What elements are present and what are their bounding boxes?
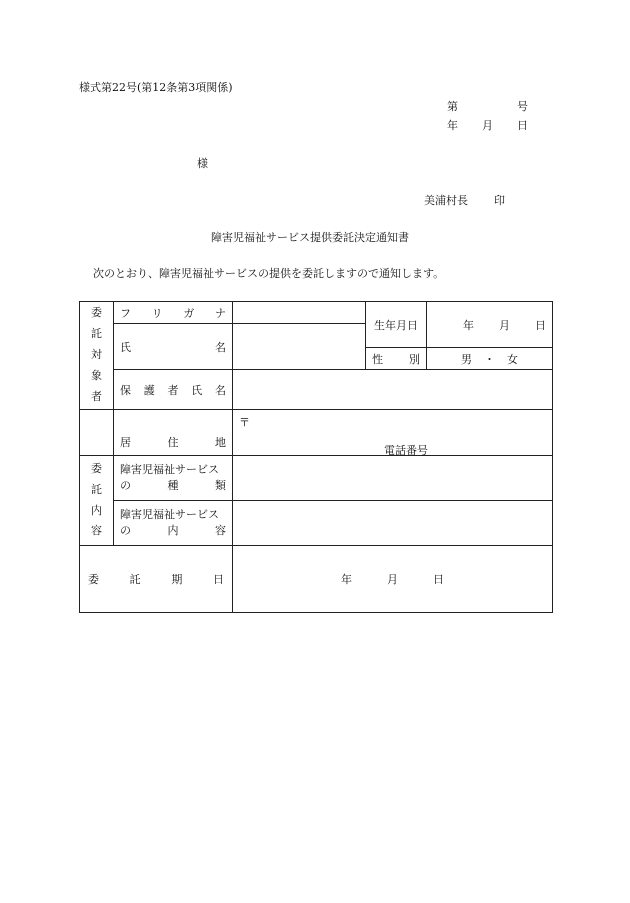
date-year: 年 (447, 119, 458, 132)
furigana-label: フ リ ガ ナ (114, 302, 233, 324)
postal-mark: 〒 (239, 416, 250, 429)
birthdate-value[interactable]: 年 月 日 (427, 302, 553, 348)
guardian-value[interactable] (233, 370, 553, 410)
intro-text: 次のとおり、障害児福祉サービスの提供を委託しますので通知します。 (93, 267, 445, 280)
group-content-label: 委 託 内 容 (80, 456, 114, 546)
period-value[interactable]: 年 月 日 (233, 546, 553, 613)
group-subject-continuation (80, 410, 114, 456)
name-label: 氏 名 (114, 324, 233, 370)
service-content-value[interactable] (233, 501, 553, 546)
sex-label: 性 別 (366, 348, 427, 370)
recipient-honorific: 様 (197, 157, 208, 170)
phone-label: 電話番号 (384, 444, 428, 457)
furigana-value[interactable] (233, 302, 366, 324)
service-content-label: 障害児福祉サービス の 内 容 (114, 501, 233, 546)
notice-form-table (79, 301, 553, 613)
service-type-label: 障害児福祉サービス の 種 類 (114, 456, 233, 501)
birthdate-label: 生年月日 (366, 302, 427, 348)
residence-label: 居 住 地 (114, 410, 233, 456)
doc-number-prefix: 第 (447, 100, 458, 113)
group-subject-label: 委 託 対 象 者 (80, 302, 114, 410)
guardian-label: 保 護 者 氏 名 (114, 370, 233, 410)
sex-value[interactable]: 男 ・ 女 (427, 348, 553, 370)
doc-number-suffix: 号 (517, 100, 528, 113)
form-number: 様式第22号(第12条第3項関係) (79, 81, 233, 94)
seal-mark: 印 (494, 194, 505, 207)
service-type-value[interactable] (233, 456, 553, 501)
date-month: 月 (482, 119, 493, 132)
residence-value[interactable] (233, 410, 553, 456)
document-title: 障害児福祉サービス提供委託決定通知書 (211, 231, 409, 244)
date-day: 日 (517, 119, 528, 132)
name-value[interactable] (233, 324, 366, 370)
sex-female-option[interactable]: 女 (507, 352, 518, 366)
issuer-name: 美浦村長 (424, 194, 468, 207)
period-label: 委 託 期 日 (80, 546, 233, 613)
sex-male-option[interactable]: 男 (461, 352, 472, 366)
